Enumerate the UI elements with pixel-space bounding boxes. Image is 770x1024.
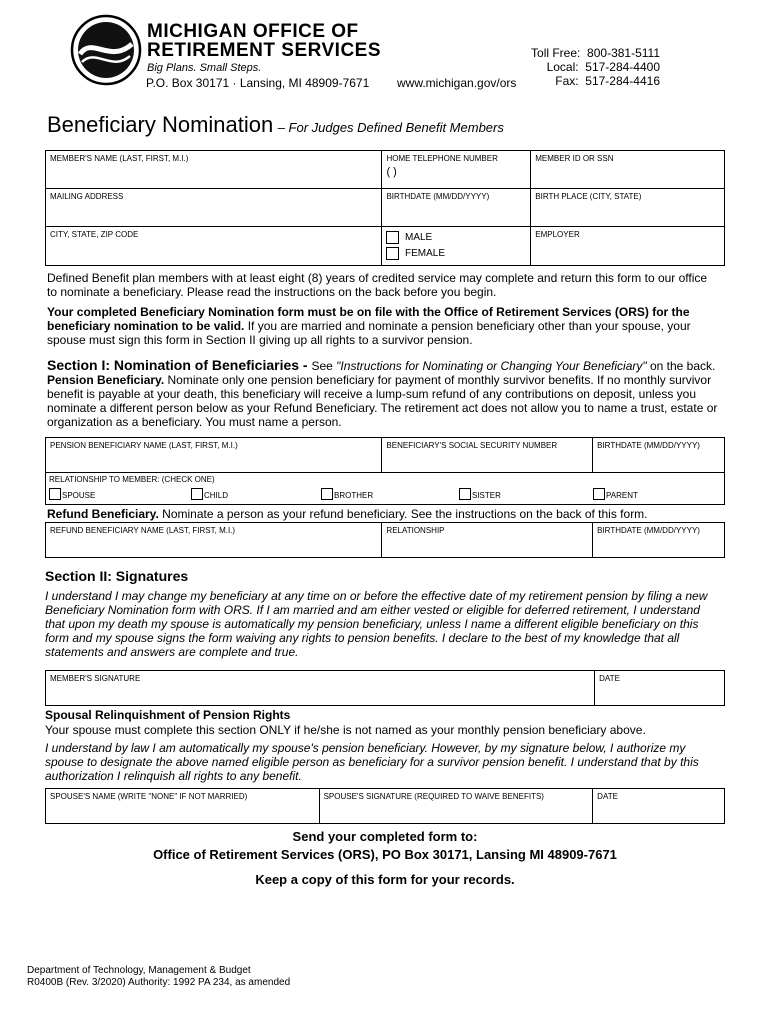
female-label: FEMALE (405, 248, 446, 259)
member-name-input[interactable] (50, 166, 377, 182)
pb-birthdate-input[interactable] (597, 453, 720, 469)
child-label: CHILD (204, 491, 229, 500)
spouse-signature-cell (319, 789, 593, 824)
rb-name-label: REFUND BENEFICIARY NAME (LAST, FIRST, M.I.) (50, 526, 236, 535)
pb-birthdate-label: BIRTHDATE (MM/DD/YYYY) (597, 441, 700, 450)
footer-department: Department of Technology, Management & Budget (27, 965, 251, 976)
spousal-instruction: Your spouse must complete this section ONLY if he/she is not named as your monthly pension beneficiary above. (45, 723, 646, 737)
spouse-date-label: DATE (597, 792, 618, 801)
spousal-statement: I understand by law I am automatically my spouse's pension beneficiary. However, by my signature below, I authorize my spouse to designate the above named eligible person as beneficiary for a survivor pension benefit. I understand that by this authorization I relinquish all rights to any benefit. (45, 741, 699, 783)
section1-see: See (311, 359, 337, 373)
birthdate-cell (382, 189, 531, 227)
parent-checkbox[interactable] (593, 488, 605, 500)
fax-label: Fax: (555, 74, 579, 88)
brother-checkbox[interactable] (321, 488, 333, 500)
page-subtitle: – For Judges Defined Benefit Members (277, 120, 504, 135)
section1-instructions-ref: "Instructions for Nominating or Changing Your Beneficiary" (336, 359, 647, 373)
org-name-line1: MICHIGAN OFFICE OF (147, 21, 359, 42)
spouse-checkbox[interactable] (49, 488, 61, 500)
spouse-signature-label: SPOUSE'S SIGNATURE (REQUIRED TO WAIVE BENEFITS) (323, 792, 544, 801)
spouse-name-input[interactable] (50, 804, 315, 820)
pension-beneficiary-table (45, 437, 725, 505)
birthplace-cell (531, 189, 725, 227)
sister-label: SISTER (472, 491, 501, 500)
male-checkbox[interactable] (386, 231, 399, 244)
relationship-label: RELATIONSHIP TO MEMBER: (CHECK ONE) (49, 475, 215, 484)
local-label: Local: (546, 60, 579, 74)
rb-birthdate-cell (593, 523, 725, 558)
validity-paragraph (47, 305, 723, 347)
contact-block (500, 46, 660, 88)
pb-ssn-label: BENEFICIARY'S SOCIAL SECURITY NUMBER (386, 441, 558, 450)
local-number: 517-284-4400 (585, 60, 660, 74)
rb-relationship-input[interactable] (386, 538, 588, 554)
pb-name-input[interactable] (50, 453, 377, 469)
brother-label: BROTHER (334, 491, 374, 500)
phone-area-code[interactable]: ( ) (386, 166, 397, 178)
employer-input[interactable] (535, 242, 720, 258)
employer-cell (531, 227, 725, 266)
sister-checkbox[interactable] (459, 488, 471, 500)
rb-birthdate-input[interactable] (597, 538, 720, 554)
rb-name-cell (46, 523, 382, 558)
rb-relationship-cell (382, 523, 593, 558)
city-state-zip-cell (46, 227, 382, 266)
member-info-table (45, 150, 725, 266)
ors-logo (70, 14, 142, 86)
birthdate-input[interactable] (386, 204, 526, 220)
refund-beneficiary-text: Nominate a person as your refund beneficiary. See the instructions on the back of this form. (158, 507, 648, 521)
toll-free-label: Toll Free: (531, 46, 581, 60)
home-phone-label: HOME TELEPHONE NUMBER (386, 154, 498, 163)
spouse-date-cell (593, 789, 725, 824)
mailing-address-label: MAILING ADDRESS (50, 192, 124, 201)
spouse-date-input[interactable] (597, 804, 720, 820)
section2-statement: I understand I may change my beneficiary at any time on or before the effective date of my retirement pension by filing a new Beneficiary Nomination form with ORS. If I am married and am either vested or eligible for deferred retirement, I understand that upon my death my spouse is automatically my pension beneficiary, unless I name a different eligible beneficiary on this form and my spouse signs the form waiving any rights to pension benefits. I declare to the best of my knowledge that all statements and answers are complete and true. (45, 589, 708, 659)
spouse-label: SPOUSE (62, 491, 96, 500)
footer-form-id: R0400B (Rev. 3/2020) Authority: 1992 PA 234, as amended (27, 977, 291, 988)
fax-number: 517-284-4416 (585, 74, 660, 88)
pb-ssn-input[interactable] (386, 453, 588, 469)
pb-name-cell (46, 438, 382, 473)
city-state-zip-input[interactable] (50, 242, 377, 258)
mailing-address-cell (46, 189, 382, 227)
member-signature-table (45, 670, 725, 706)
spouse-name-cell (46, 789, 320, 824)
section1-paragraph (47, 358, 721, 429)
pension-beneficiary-heading: Pension Beneficiary. (47, 373, 165, 387)
rb-birthdate-label: BIRTHDATE (MM/DD/YYYY) (597, 526, 700, 535)
member-id-input[interactable] (535, 166, 720, 182)
send-to-address: Office of Retirement Services (ORS), PO Box 30171, Lansing MI 48909-7671 (153, 847, 617, 862)
pension-beneficiary-text: Nominate only one pension beneficiary for payment of monthly survivor benefits. If no monthly survivor benefit is payable at your death, this beneficiary will receive a lump-sum refund of any contributions on deposit, unless you nominate a different person below as your Refund Beneficiary. The retirement act does not allow you to name a trust, estate or organization as a beneficiary. You must name a person. (47, 373, 718, 429)
birthplace-input[interactable] (535, 204, 720, 220)
rb-name-input[interactable] (50, 538, 377, 554)
page-title: Beneficiary Nomination (47, 112, 274, 137)
spouse-signature-input[interactable] (324, 804, 589, 820)
tagline: Big Plans. Small Steps. (147, 62, 262, 74)
city-state-zip-label: CITY, STATE, ZIP CODE (50, 230, 139, 239)
intro-paragraph: Defined Benefit plan members with at least eight (8) years of credited service may complete and return this form to our office to nominate a beneficiary. Please read the instructions on the back before you begin. (47, 271, 708, 299)
employer-label: EMPLOYER (535, 230, 580, 239)
mailing-address: P.O. Box 30171 · Lansing, MI 48909-7671 (146, 76, 370, 90)
section1-see-after: on the back. (646, 359, 716, 373)
section2-heading: Section II: Signatures (45, 568, 189, 584)
home-phone-cell (382, 151, 531, 189)
refund-beneficiary-heading: Refund Beneficiary. (47, 507, 159, 521)
page-title-row (47, 112, 504, 138)
member-date-cell (595, 671, 725, 706)
refund-beneficiary-paragraph (47, 507, 721, 521)
member-id-cell (531, 151, 725, 189)
relationship-cell (46, 473, 725, 505)
toll-free-number: 800-381-5111 (587, 46, 660, 60)
send-to-heading: Send your completed form to: (292, 829, 478, 844)
child-checkbox[interactable] (191, 488, 203, 500)
section1-heading: Section I: Nomination of Beneficiaries - (47, 357, 312, 373)
mailing-address-input[interactable] (50, 204, 377, 220)
keep-copy-note: Keep a copy of this form for your records. (255, 872, 515, 887)
spouse-signature-table (45, 788, 725, 824)
validity-rest: If you are married and nominate a pension beneficiary other than your spouse, your spouse must sign this form in Section II giving up all rights to a survivor pension. (47, 319, 691, 347)
member-name-cell (46, 151, 382, 189)
spouse-name-label: SPOUSE'S NAME (WRITE "NONE" IF NOT MARRIED) (50, 792, 248, 801)
pb-birthdate-cell (593, 438, 725, 473)
pb-name-label: PENSION BENEFICIARY NAME (LAST, FIRST, M.I.) (50, 441, 238, 450)
gender-cell (382, 227, 531, 266)
member-signature-label: MEMBER'S SIGNATURE (50, 674, 141, 683)
member-date-label: DATE (599, 674, 620, 683)
birthplace-label: BIRTH PLACE (CITY, STATE) (535, 192, 642, 201)
validity-bold: Your completed Beneficiary Nomination form must be on file with the Office of Retirement Services (ORS) for the beneficiary nomination to be valid. (47, 305, 690, 333)
birthdate-label: BIRTHDATE (MM/DD/YYYY) (386, 192, 490, 201)
rb-relationship-label: RELATIONSHIP (386, 526, 445, 535)
member-signature-input[interactable] (50, 686, 590, 702)
pb-ssn-cell (382, 438, 593, 473)
male-label: MALE (405, 232, 433, 243)
member-name-label: MEMBER'S NAME (LAST, FIRST, M.I.) (50, 154, 189, 163)
parent-label: PARENT (606, 491, 638, 500)
website: www.michigan.gov/ors (397, 76, 517, 90)
member-date-input[interactable] (599, 686, 720, 702)
member-signature-cell (46, 671, 595, 706)
org-name-line2: RETIREMENT SERVICES (147, 40, 382, 61)
female-checkbox[interactable] (386, 247, 399, 260)
spousal-heading: Spousal Relinquishment of Pension Rights (45, 708, 291, 722)
member-id-label: MEMBER ID OR SSN (535, 154, 614, 163)
refund-beneficiary-table (45, 522, 725, 558)
